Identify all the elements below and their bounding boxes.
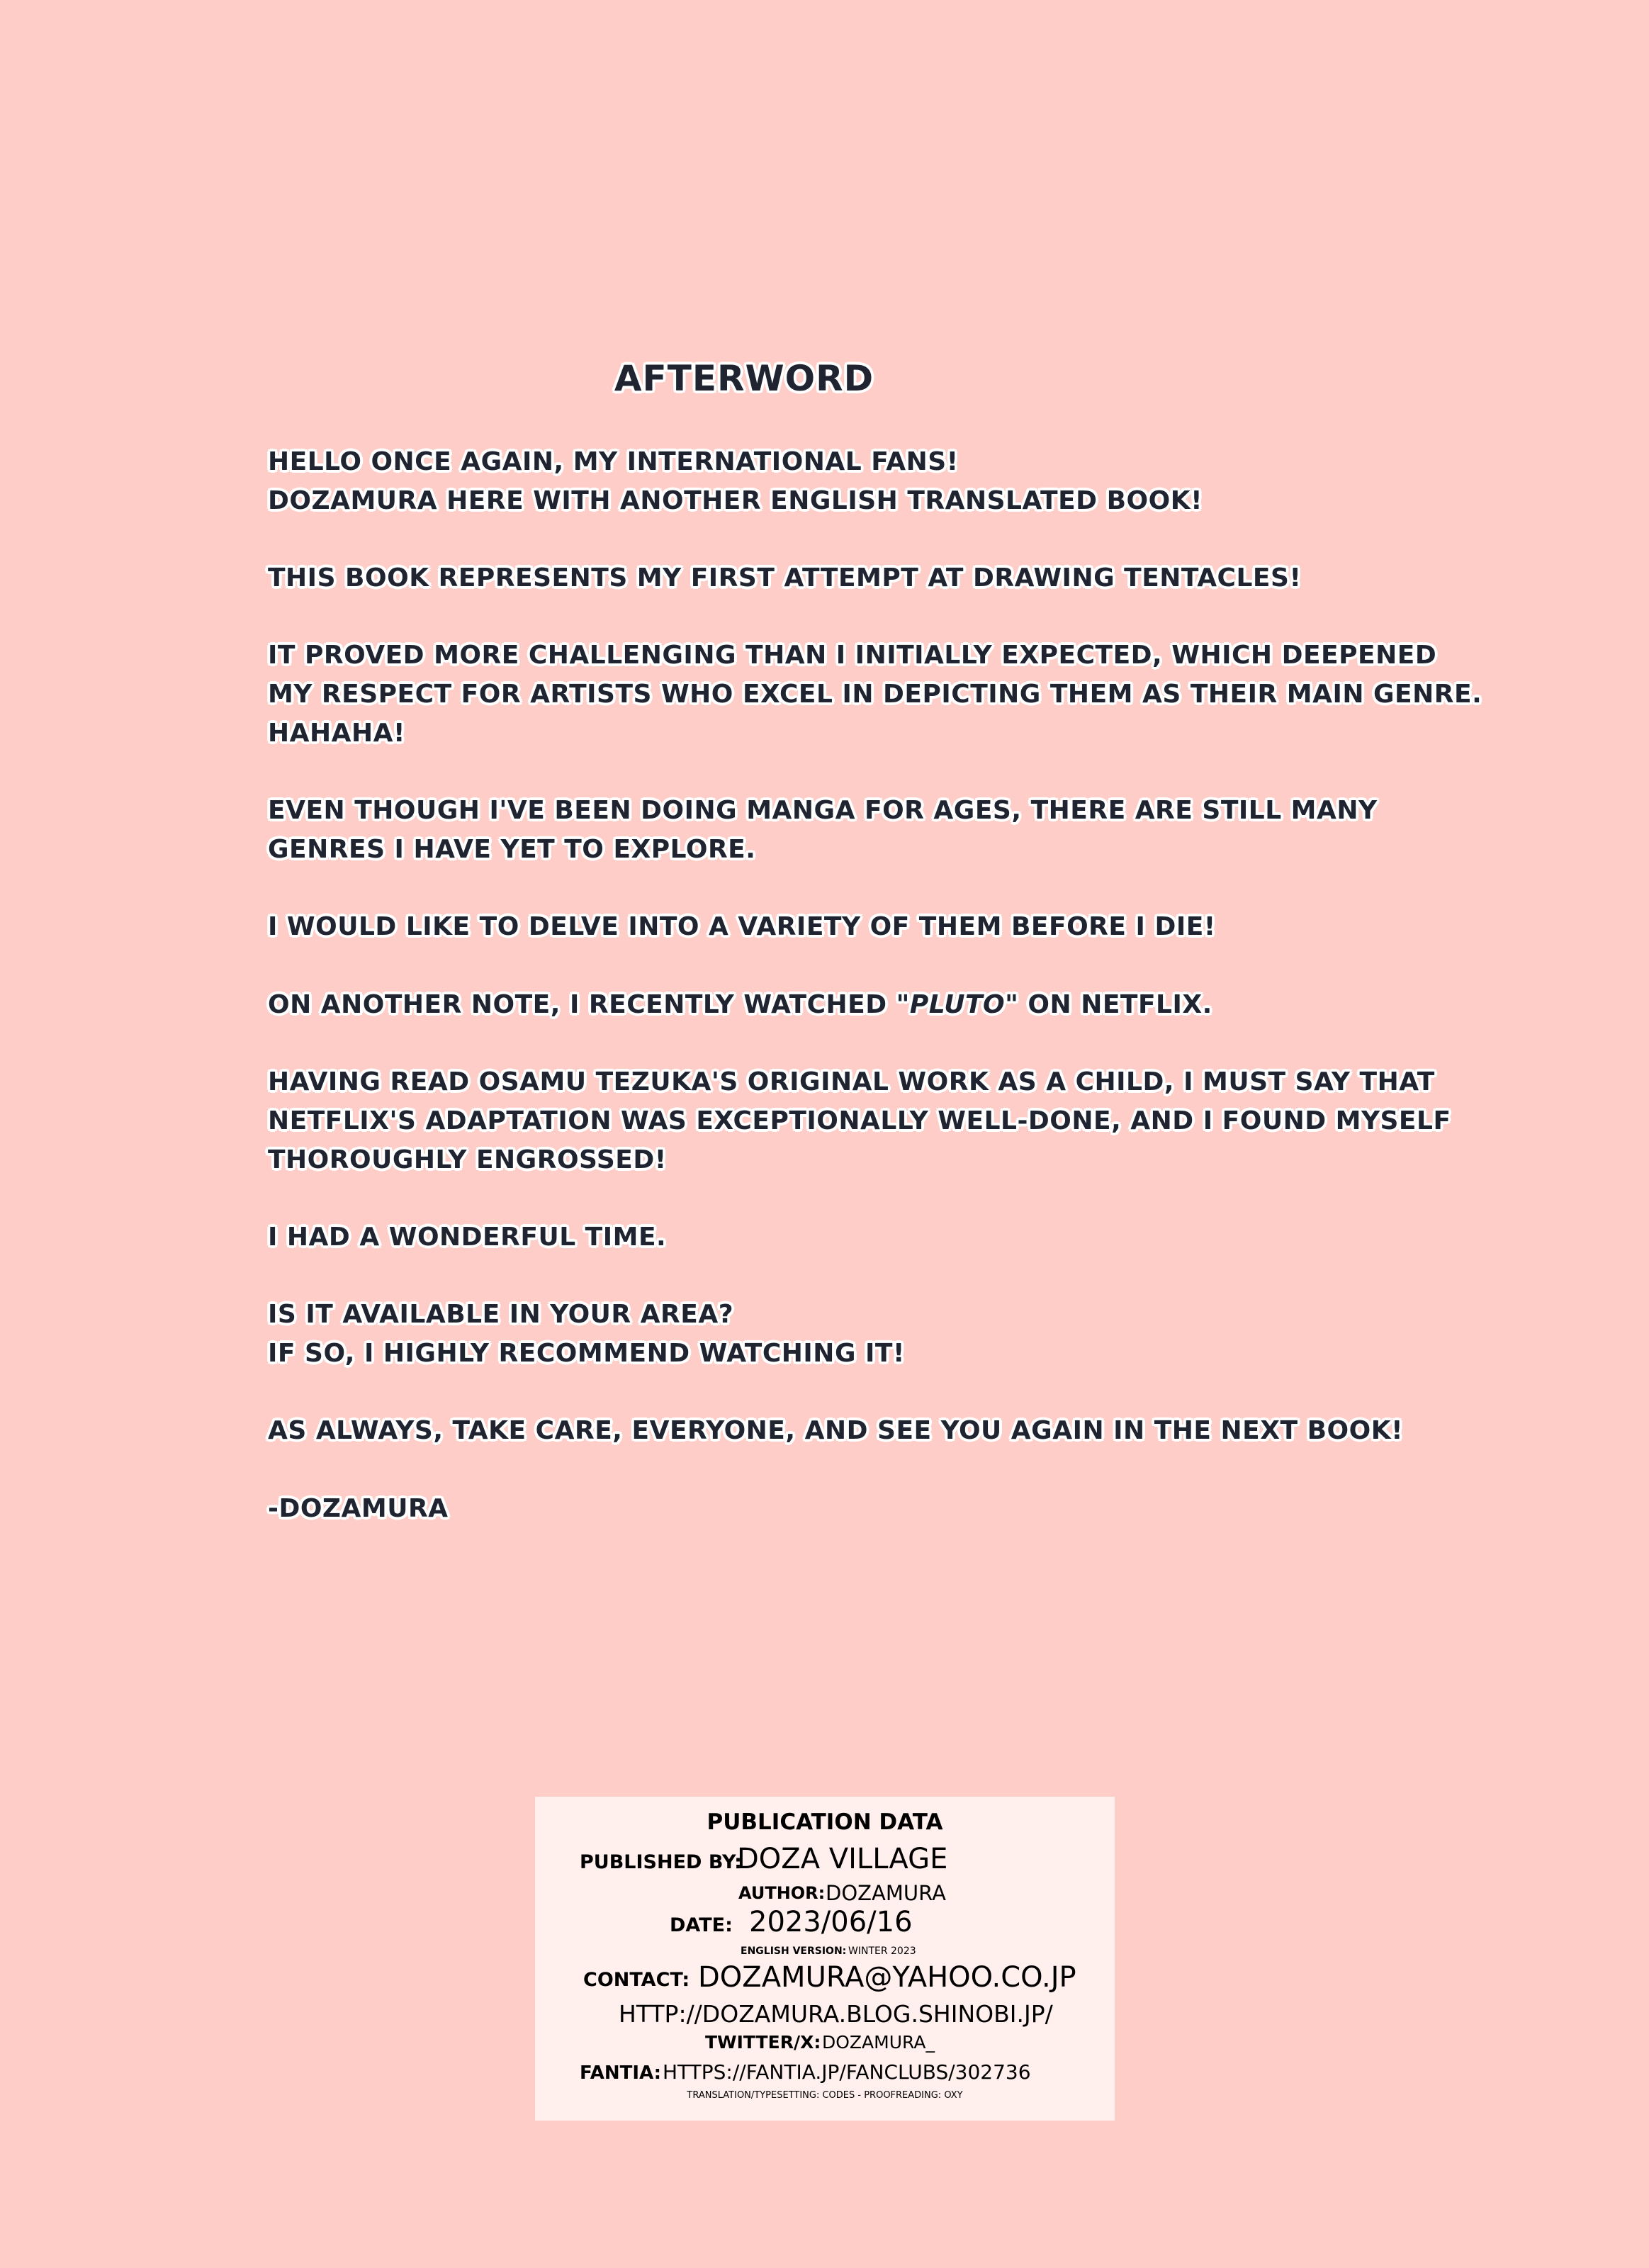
twitter-label: TWITTER/X:: [705, 2032, 821, 2053]
text-line: I HAD A WONDERFUL TIME.: [268, 1222, 667, 1252]
text-segment: ON NETFLIX.: [1018, 989, 1212, 1019]
text-line: I WOULD LIKE TO DELVE INTO A VARIETY OF THEM BEFORE I DIE!: [268, 912, 1216, 942]
signature: -DOZAMURA: [268, 1493, 449, 1523]
paragraph-tezuka: [268, 1063, 1451, 1179]
pluto-title: "PLUTO": [896, 989, 1019, 1019]
text-line: IT PROVED MORE CHALLENGING THAN I INITIALLY EXPECTED, WHICH DEEPENED: [268, 641, 1437, 670]
text-line: MY RESPECT FOR ARTISTS WHO EXCEL IN DEPICTING THEM AS THEIR MAIN GENRE.: [268, 680, 1482, 709]
translation-credits: TRANSLATION/TYPESETTING: CODES - PROOFREADING: OXY: [687, 2090, 963, 2101]
text-line: IS IT AVAILABLE IN YOUR AREA?: [268, 1300, 734, 1330]
publisher-name: DOZA VILLAGE: [737, 1843, 948, 1875]
text-line: EVEN THOUGH I'VE BEEN DOING MANGA FOR AGES, THERE ARE STILL MANY: [268, 796, 1378, 826]
paragraph-pluto: [268, 986, 1373, 1025]
text-line: THOROUGHLY ENGROSSED!: [268, 1145, 667, 1174]
contact-email: DOZAMURA@YAHOO.CO.JP: [698, 1961, 1076, 1994]
paragraph-available: [268, 1296, 1373, 1373]
afterword-body: [268, 443, 1482, 1529]
twitter-handle: DOZAMURA_: [822, 2032, 935, 2053]
text-segment: ON ANOTHER NOTE, I RECENTLY WATCHED: [268, 989, 896, 1019]
text-line: THIS BOOK REPRESENTS MY FIRST ATTEMPT AT DRAWING TENTACLES!: [268, 563, 1302, 593]
publication-title: PUBLICATION DATA: [707, 1809, 943, 1835]
text-line: [268, 986, 1373, 1025]
paragraph-genres: [268, 792, 1378, 869]
text-line: AS ALWAYS, TAKE CARE, EVERYONE, AND SEE YOU AGAIN IN THE NEXT BOOK!: [268, 1416, 1404, 1446]
author-label: AUTHOR:: [738, 1883, 826, 1903]
paragraph-take-care: [268, 1412, 1404, 1451]
text-line: GENRES I HAVE YET TO EXPLORE.: [268, 834, 756, 864]
fantia-url: HTTPS://FANTIA.JP/FANCLUBS/302736: [663, 2060, 1031, 2084]
fantia-label: FANTIA:: [580, 2062, 662, 2084]
paragraph-signature: [268, 1490, 1373, 1529]
text-line: HELLO ONCE AGAIN, MY INTERNATIONAL FANS!: [268, 447, 959, 476]
publication-data-box: [535, 1797, 1115, 2121]
text-line: NETFLIX'S ADAPTATION WAS EXCEPTIONALLY WELL-DONE, AND I FOUND MYSELF: [268, 1106, 1451, 1135]
author-name: DOZAMURA: [826, 1881, 946, 1905]
english-version-value: WINTER 2023: [848, 1946, 916, 1957]
afterword-title: AFTERWORD: [614, 358, 874, 399]
text-line: DOZAMURA HERE WITH ANOTHER ENGLISH TRANSLATED BOOK!: [268, 485, 1203, 515]
blog-url: HTTP://DOZAMURA.BLOG.SHINOBI.JP/: [619, 2000, 1053, 2028]
text-line: HAHAHA!: [268, 718, 405, 748]
paragraph-tentacles: [268, 559, 1373, 598]
text-line: IF SO, I HIGHLY RECOMMEND WATCHING IT!: [268, 1339, 905, 1369]
paragraph-challenge: [268, 636, 1482, 753]
date-label: DATE:: [670, 1914, 733, 1936]
text-line: HAVING READ OSAMU TEZUKA'S ORIGINAL WORK AS A CHILD, I MUST SAY THAT: [268, 1067, 1435, 1097]
paragraph-wonderful: [268, 1218, 1373, 1257]
publication-date: 2023/06/16: [749, 1906, 913, 1938]
contact-label: CONTACT:: [583, 1969, 690, 1991]
english-version-label: ENGLISH VERSION:: [741, 1946, 847, 1957]
paragraph-greeting: [268, 443, 1373, 520]
published-by-label: PUBLISHED BY:: [580, 1851, 742, 1873]
paragraph-delve: [268, 908, 1373, 947]
